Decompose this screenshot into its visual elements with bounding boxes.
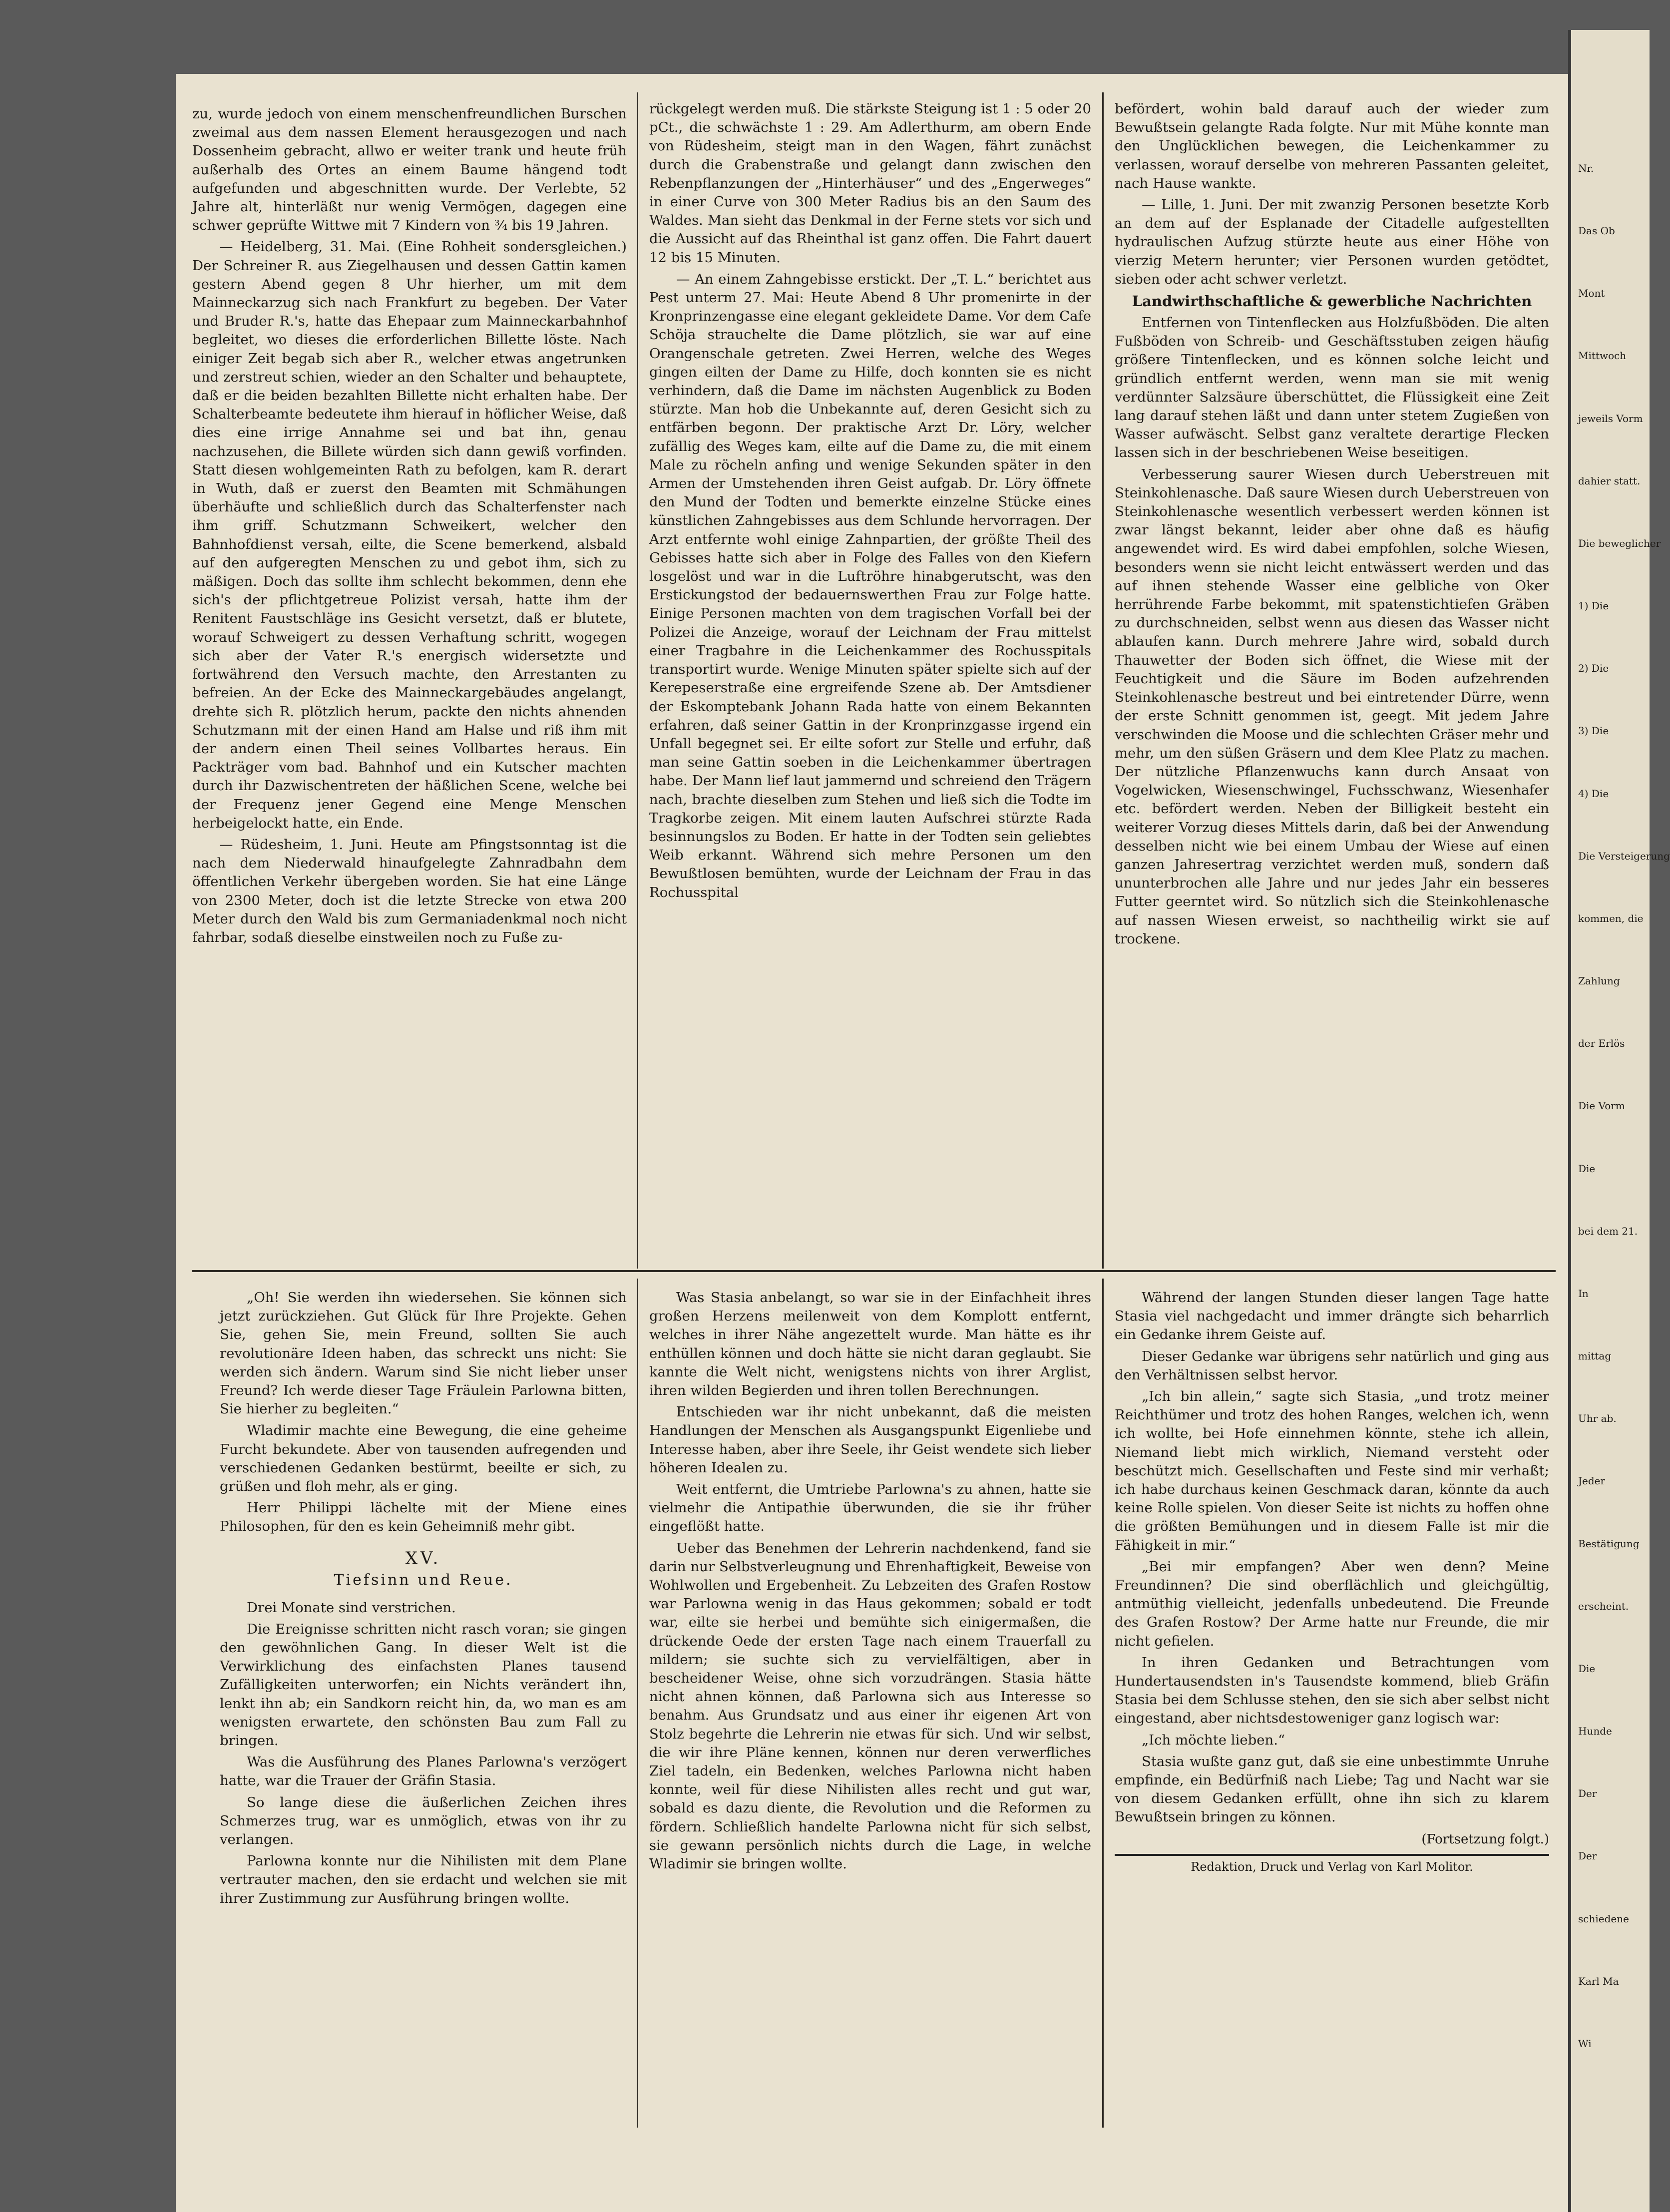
news-column-3 — [1115, 100, 1549, 1266]
story-paragraph: Was Stasia anbelangt, so war sie in der Einfachheit ihres großen Herzens meilenweit von dem Komplott entfernt, welches in ihrer Nähe angezettelt wurde. Man hätte es ihr enthüllen können und doch hätte sie nicht daran geglaubt. Sie kannte die Welt nicht, wenigstens nichts von ihrer Arglist, ihren wilden Begierden und ihren tollen Berechnungen. — [649, 1290, 1091, 1399]
edge-text-fragment: In — [1578, 1288, 1589, 1300]
edge-text-fragment: Wi — [1578, 2038, 1592, 2050]
edge-text-fragment: Die Versteigerung — [1578, 850, 1670, 862]
story-paragraph: Entschieden war ihr nicht unbekannt, daß die meisten Handlungen der Menschen als Ausgangspunkt Eigenliebe und Interesse haben, aber ihre Seele, ihr Geist wendete sich lieber höheren Idealen zu. — [649, 1404, 1091, 1476]
edge-text-fragment: jeweils Vorm — [1578, 413, 1643, 425]
edge-text-fragment: schiedene — [1578, 1913, 1629, 1925]
edge-text-fragment: Die — [1578, 1163, 1596, 1175]
news-paragraph: Entfernen von Tintenflecken aus Holzfußböden. Die alten Fußböden von Schreib- und Geschäftsstuben zeigen häufig größere Tintenflecken, und es können solche leicht und gründlich entfernt werden, wenn man sie mit wenig verdünnter Salzsäure überschüttet, die Flüssigkeit eine Zeit lang darauf stehen läßt und dann unter stetem Zugießen von Wasser aufwäscht. Selbst ganz veraltete derartige Flecken lassen sich in der beschriebenen Weise beseitigen. — [1115, 315, 1549, 461]
column-rule-3 — [637, 1279, 638, 2128]
edge-text-fragment: kommen, die — [1578, 912, 1644, 924]
story-paragraph: Die Ereignisse schritten nicht rasch voran; sie gingen den gewöhnlichen Gang. In dieser Welt ist die Verwirklichung des einfachsten Planes tausend Zufälligkeiten unterworfen; ein Nichts verändert ihn, lenkt ihn ab; ein Sandkorn reicht hin, da, wo man es am wenigsten erwartete, den schönsten Bau zum Fall zu bringen. — [220, 1621, 627, 1749]
section-heading: Landwirthschaftliche & gewerbliche Nachrichten — [1132, 293, 1532, 310]
story-paragraph: Wladimir machte eine Bewegung, die eine geheime Furcht bekundete. Aber von tausenden aufregenden und verschiedenen Gedanken bestürmt, beeilte er sich, zu grüßen und floh mehr, als er ging. — [220, 1422, 627, 1495]
edge-text-fragment: erscheint. — [1578, 1600, 1629, 1612]
edge-text-fragment: Das Ob — [1578, 225, 1615, 237]
edge-text-fragment: Hunde — [1578, 1725, 1612, 1737]
news-paragraph: — An einem Zahngebisse erstickt. Der „T. L.“ berichtet aus Pest unterm 27. Mai: Heute Abend 8 Uhr promenirte in der Kronprinzengasse eine elegant gekleidete Dame. Vor dem Cafe Schöja strauchelte die Dame plötzlich, sie war auf eine Orangenschale getreten. Zwei Herren, welche des Weges gingen eilten der Dame zu Hilfe, doch konnten sie es nicht verhindern, daß die Dame im nächsten Augenblick zu Boden stürzte. Man hob die Unbekannte auf, deren Gesicht sich zu entfärben begonn. Der praktische Arzt Dr. Löry, welcher zufällig des Weges kam, eilte auf die Dame zu, die mit einem Male zu röcheln anfing und wenige Sekunden später in den Armen der Umstehenden ihren Geist aufgab. Dr. Löry öffnete den Mund der Todten und bemerkte einzelne Stücke eines künstlichen Zahngebisses aus dem Schlunde hervorragen. Der Arzt entfernte wohl einige Zahnpartien, der größte Theil des Gebisses hatte sich aber in Folge des Falles von den Kiefern losgelöst und war in die Luftröhre hinabgerutscht, was den Erstickungstod der bedauernswerthen Frau zur Folge hatte. Einige Personen machten von dem tragischen Vorfall bei der Polizei die Anzeige, worauf der Leichnam der Frau mittelst einer Tragbahre in die Leichenkammer des Rochusspitals transportirt wurde. Wenige Minuten später spielte sich auf der Kerepeserstraße eine ergreifende Szene ab. Der Amtsdiener der Eskomptebank Johann Rada hatte von einem Bekannten erfahren, daß seiner Gattin in der Kronprinzgasse irgend ein Unfall begegnet sei. Er eilte sofort zur Stelle und erfuhr, daß man seine Gattin soeben in die Leichenkammer übertragen habe. Der Mann lief laut jammernd und schreiend den Trägern nach, brachte dieselben zum Stehen und ließ sich die Todte im Tragkorbe zeigen. Mit einem lauten Aufschrei stürzte Rada besinnungslos zu Boden. Er hatte in der Todten sein geliebtes Weib erkannt. Während sich mehre Personen um den Bewußtlosen bemühten, wurde der Leichnam der Frau in das Rochusspital — [649, 271, 1091, 900]
story-paragraph: Parlowna konnte nur die Nihilisten mit dem Plane vertrauter machen, den sie erdacht und welchen sie mit ihrer Zustimmung zur Ausführung bringen wollte. — [220, 1853, 627, 1906]
story-paragraph: Dieser Gedanke war übrigens sehr natürlich und ging aus den Verhältnissen selbst hervor. — [1115, 1348, 1549, 1383]
news-column-2 — [649, 100, 1091, 1266]
edge-text-fragment: Uhr ab. — [1578, 1412, 1617, 1424]
edge-text-fragment: Die beweglicher — [1578, 537, 1661, 549]
column-rule-2 — [1102, 92, 1104, 1269]
continuation-note: (Fortsetzung folgt.) — [1421, 1831, 1549, 1847]
news-paragraph: Verbesserung saurer Wiesen durch Ueberstreuen mit Steinkohlenasche. Daß saure Wiesen durch Ueberstreuen von Steinkohlenasche wesentlich verbessert werden können ist zwar längst bekannt, leider aber ohne daß es häufig angewendet wird. Es wird dabei empfohlen, solche Wiesen, besonders wenn sie nicht leicht entwässert werden und das auf ihnen stehende Wasser eine gelbliche von Oker herrührende Farbe bekommt, mit spatenstichtiefen Gräben zu durchschneiden, selbst wenn aus diesen das Wasser nicht ablaufen kann. Durch mehrere Jahre wird, sobald durch Thauwetter der Boden sich öffnet, die Wiese mit der Feuchtigkeit und die Säure im Boden aufzehrenden Steinkohlenasche bestreut und bei eintretender Dürre, wenn der erste Schnitt genommen ist, geegt. Mit jedem Jahre verschwinden die Moose und die schlechten Gräser mehr und mehr, um den süßen Gräsern und dem Klee Platz zu machen. Der nützliche Pflanzenwuchs kann durch Ansaat von Vogelwicken, Wiesenschwingel, Fuchsschwanz, Wiesenhafer etc. befördert werden. Neben der Billigkeit besteht ein weiterer Vorzug dieses Mittels darin, daß bei der Anwendung desselben nicht wie bei einem Umbau der Wiese auf einen ganzen Jahresertrag verzichtet werden muß, sondern daß ununterbrochen alle Jahre und nur jedes Jahr ein besseres Futter geerntet wird. So nützlich sich die Steinkohlenasche auf nassen Wiesen erweist, so nachtheilig wirkt sie auf trockene. — [1115, 466, 1549, 947]
edge-text-fragment: Der — [1578, 1787, 1597, 1799]
story-paragraph: Stasia wußte ganz gut, daß sie eine unbestimmte Unruhe empfinde, ein Bedürfniß nach Liebe; Tag und Nacht war sie von diesem Gedanken erfüllt, ohne ihn sich zu klarem Bewußtsein bringen zu können. — [1115, 1753, 1549, 1825]
imprint: Redaktion, Druck und Verlag von Karl Molitor. — [1115, 1854, 1549, 1874]
column-rule-4 — [1102, 1279, 1104, 2128]
news-paragraph: zu, wurde jedoch von einem menschenfreundlichen Burschen zweimal aus dem nassen Element herausgezogen und nach Dossenheim gebracht, allwo er weiter trank und heute früh außerhalb des Ortes an einem Baume hängend todt aufgefunden und abgeschnitten wurde. Der Verlebte, 52 Jahre alt, hinterläßt nur wenig Vermögen, dagegen eine schwer geprüfte Wittwe mit 7 Kindern von ¾ bis 19 Jahren. — [192, 106, 627, 234]
chapter-title: Tiefsinn und Reue. — [334, 1571, 513, 1589]
story-paragraph: Herr Philippi lächelte mit der Miene eines Philosophen, für den es kein Geheimniß mehr gibt. — [220, 1500, 627, 1535]
story-paragraph: Drei Monate sind verstrichen. — [247, 1599, 456, 1616]
story-paragraph: Weit entfernt, die Umtriebe Parlowna's zu ahnen, hatte sie vielmehr die Antipathie überwunden, die sie ihr früher eingeflößt hatte. — [649, 1481, 1091, 1535]
news-column-1 — [192, 105, 627, 1266]
news-paragraph: befördert, wohin bald darauf auch der wieder zum Bewußtsein gelangte Rada folgte. Nur mit Mühe konnte man den Unglücklichen bewegen, die Leichenkammer zu verlassen, worauf derselbe von mehreren Passanten geleitet, nach Hause wankte. — [1115, 101, 1549, 191]
news-paragraph: — Lille, 1. Juni. Der mit zwanzig Personen besetzte Korb an dem auf der Esplanade der Citadelle aufgestellten hydraulischen Aufzug stürzte heute aus einer Höhe von vierzig Metern herunter; vier Personen wurden getödtet, sieben oder acht schwer verletzt. — [1115, 197, 1549, 287]
story-paragraph: „Ich möchte lieben.“ — [1142, 1732, 1285, 1748]
news-paragraph: rückgelegt werden muß. Die stärkste Steigung ist 1 : 5 oder 20 pCt., die schwächste 1 : 29. Am Adlerthurm, am obern Ende von Rüdesheim, steigt man in den Wagen, fährt zunächst durch die Grabenstraße und gelangt dann zwischen den Rebenpflanzungen der „Hinterhäuser“ und des „Engerweges“ in einer Curve von 300 Meter Radius bis an den Saum des Waldes. Man sieht das Denkmal in der Ferne stets vor sich und die Aussicht auf das Rheinthal ist ganz offen. Die Fahrt dauert 12 bis 15 Minuten. — [649, 101, 1091, 266]
story-paragraph: In ihren Gedanken und Betrachtungen vom Hundertausendsten in's Tausendste kommend, blieb Gräfin Stasia bei dem Schlusse stehen, den sie sich aber selbst nicht eingestand, aber nichtsdestoweniger ganz logisch war: — [1115, 1654, 1549, 1727]
section-rule — [192, 1270, 1556, 1272]
edge-text-fragment: Karl Ma — [1578, 1975, 1619, 1987]
edge-text-fragment: Mittwoch — [1578, 350, 1627, 362]
edge-text-fragment: Die Vorm — [1578, 1100, 1625, 1112]
news-paragraph: — Rüdesheim, 1. Juni. Heute am Pfingstsonntag ist die nach dem Niederwald hinaufgelegte Zahnradbahn dem öffentlichen Verkehr übergeben worden. Sie hat eine Länge von 2300 Meter, doch ist die letzte Strecke von etwa 200 Meter durch den Wald bis zum Germaniadenkmal noch nicht fahrbar, sodaß dieselbe einstweilen noch zu Fuße zu- — [192, 836, 627, 945]
news-paragraph: — Heidelberg, 31. Mai. (Eine Rohheit sondersgleichen.) Der Schreiner R. aus Ziegelhausen und dessen Gattin kamen gestern Abend gegen 8 Uhr hierher, um mit dem Mainneckarzug sich nach Frankfurt zu begeben. Der Vater und Bruder R.'s, hatte das Ehepaar zum Mainneckarbahnhof begleitet, wo dieses die erforderlichen Billette löste. Nach einiger Zeit begab sich aber R., welcher etwas angetrunken und zerstreut schien, wieder an den Schalter und behauptete, daß er die beiden bezahlten Billette nicht erhalten habe. Der Schalterbeamte bedeutete ihm hierauf in höflicher Weise, daß dies eine irrige Annahme sei und bat ihn, genau nachzusehen, die Billete würden sich dann gewiß vorfinden. Statt diesen wohlgemeinten Rath zu befolgen, kam R. derart in Wuth, daß er zuerst den Beamten mit Schmähungen überhäufte und schließlich durch das Schalterfenster nach ihm griff. Schutzmann Schweikert, welcher den Bahnhofdienst versah, eilte, die Scene bemerkend, alsbald auf den aufgeregten Menschen zu und gebot ihm, sich zu mäßigen. Doch das sollte ihm schlecht bekommen, denn ehe sich's der pflichtgetreue Polizist versah, hatte ihm der Renitent Faustschläge ins Gesicht versetzt, daß er blutete, worauf Schweigert zu dessen Verhaftung schritt, wogegen sich aber der Vater R.'s energisch widersetzte und fortwährend den Versuch machte, den Arrestanten zu befreien. An der Ecke des Mainneckargebäudes angelangt, drehte sich R. plötzlich herum, packte den nichts ahnenden Schutzmann mit der einen Hand am Halse und riß ihm mit der andern einen Theil seines Vollbartes heraus. Ein Packträger vom bad. Bahnhof und ein Kutscher machten durch ihr Dazwischentreten der häßlichen Scene, welche bei der Frequenz jener Gegend eine Menge Menschen herbeigelockt hatte, ein Ende. — [192, 239, 627, 831]
story-paragraph: Was die Ausführung des Planes Parlowna's verzögert hatte, war die Trauer der Gräfin Stasia. — [220, 1754, 627, 1789]
edge-text-fragment: Bestätigung — [1578, 1538, 1640, 1550]
edge-text-fragment: Die — [1578, 1663, 1596, 1675]
edge-text-fragment: Der — [1578, 1850, 1597, 1862]
edge-text-fragment: Jeder — [1578, 1475, 1606, 1487]
edge-text-fragment: Nr. — [1578, 162, 1594, 174]
edge-text-fragment: mittag — [1578, 1350, 1612, 1362]
story-column-1 — [220, 1289, 627, 2128]
story-paragraph: Während der langen Stunden dieser langen Tage hatte Stasia viel nachgedacht und immer drängte sich beharrlich ein Gedanke ihrem Geiste auf. — [1115, 1290, 1549, 1343]
edge-text-fragment: der Erlös — [1578, 1037, 1625, 1049]
edge-text-fragment: 1) Die — [1578, 600, 1609, 612]
edge-text-fragment: 3) Die — [1578, 725, 1609, 737]
story-paragraph: So lange diese die äußerlichen Zeichen ihres Schmerzes trug, war es unmöglich, etwas von ihr zu verlangen. — [220, 1794, 627, 1848]
story-paragraph: Ueber das Benehmen der Lehrerin nachdenkend, fand sie darin nur Selbstverleugnung und Ehrenhaftigkeit, Beweise von Wohlwollen und Ergebenheit. Zu Lebzeiten des Grafen Rostow war Parlowna wenig in das Haus gekommen; sobald er todt war, eilte sie herbei und bemühte sich einigermaßen, die drückende Oede der ersten Tage nach einem Trauerfall zu mildern; sie suchte sich zu vervielfältigen, aber in bescheidener Weise, ohne sich vorzudrängen. Stasia hätte nicht ahnen können, daß Parlowna sich aus Interesse so benahm. Aus Grundsatz und aus einer ihr eigenen Art von Stolz begehrte die Lehrerin nie etwas für sich. Und wir selbst, die wir ihre Pläne kennen, können nur deren verwerfliches Ziel tadeln, ein Bedenken, welches Parlowna nicht haben konnte, weil für diese Nihilisten alles recht und gut war, sobald es dazu diente, die Revolution und die Reformen zu fördern. Schließlich handelte Parlowna nicht für sich selbst, sie gewann persönlich nichts durch die Lage, in welche Wladimir sie bringen wollte. — [649, 1540, 1091, 1872]
story-paragraph: „Ich bin allein,“ sagte sich Stasia, „und trotz meiner Reichthümer und trotz des hohen Ranges, welchen ich, wenn ich wollte, bei Hofe einnehmen könnte, stehe ich allein, Niemand liebt mich wirklich, Niemand versteht oder beschützt mich. Gesellschaften und Feste sind mir verhaßt; ich habe durchaus keinen Geschmack daran, könnte da auch keine Rolle spielen. Von dieser Seite ist nichts zu hoffen ohne die größten Bemühungen und in diesem Falle ist mir die Fähigkeit in mir.“ — [1115, 1388, 1549, 1553]
edge-text-fragment: dahier statt. — [1578, 475, 1641, 487]
story-column-2 — [649, 1289, 1091, 2128]
edge-text-fragment: 4) Die — [1578, 788, 1609, 800]
story-column-3 — [1115, 1289, 1549, 2128]
story-paragraph: „Oh! Sie werden ihn wiedersehen. Sie können sich jetzt zurückziehen. Gut Glück für Ihre Projekte. Gehen Sie, gehen Sie, mein Freund, sollten Sie auch revolutionäre Ideen haben, das schreckt uns nicht: Sie werden sich ändern. Warum sind Sie nicht lieber unser Freund? Ich werde dieser Tage Fräulein Parlowna bitten, Sie hierher zu begleiten.“ — [220, 1290, 627, 1417]
edge-text-fragment: Mont — [1578, 287, 1605, 299]
edge-text-fragment: 2) Die — [1578, 662, 1609, 674]
chapter-number: XV. — [405, 1548, 441, 1568]
story-paragraph: „Bei mir empfangen? Aber wen denn? Meine Freundinnen? Die sind oberflächlich und gleichgültig, antmüthig vielleicht, jedenfalls unbedeutend. Die Freunde des Grafen Rostow? Der Arme hatte nur Freunde, die mir nicht gefielen. — [1115, 1558, 1549, 1649]
edge-text-fragment: bei dem 21. — [1578, 1225, 1638, 1237]
column-rule-1 — [637, 92, 638, 1269]
edge-text-fragment: Zahlung — [1578, 975, 1620, 987]
